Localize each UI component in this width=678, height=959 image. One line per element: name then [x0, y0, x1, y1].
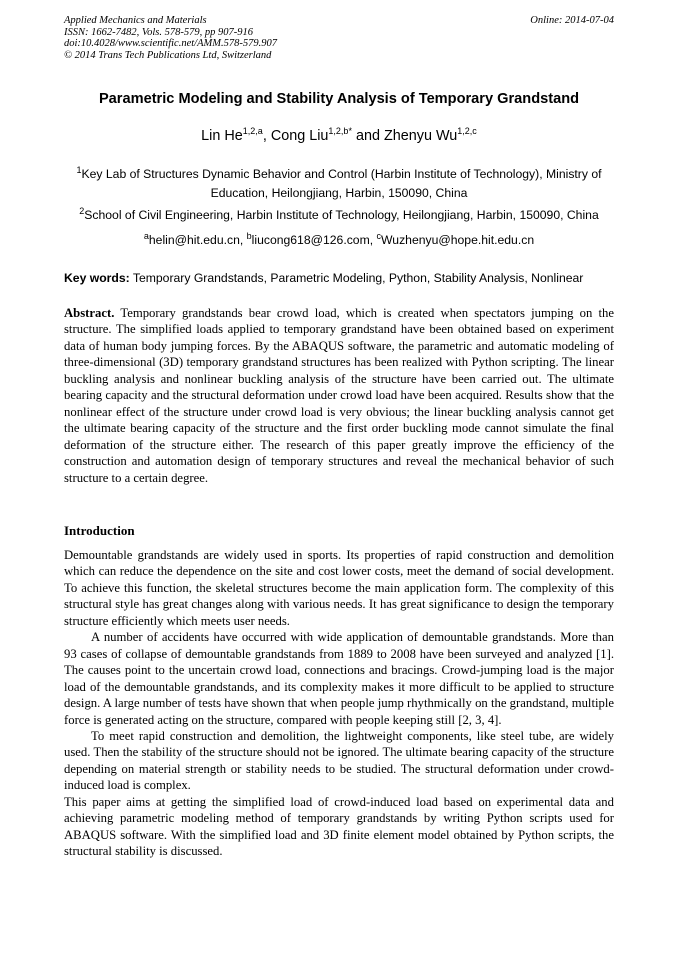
affiliation-number: 1	[76, 164, 82, 175]
author-affil-sup: 1,2,c	[457, 126, 477, 137]
issn-line: ISSN: 1662-7482, Vols. 578-579, pp 907-916	[64, 26, 253, 38]
paragraph: To meet rapid construction and demolition, the lightweight components, like steel tube, are widely used. Then the stability of the structure should not be ignored. The ultimate bearing capacity of the structure depending on material strength or stability needs to be studied. The structural deformation under crowd-induced load is complex.	[64, 728, 614, 793]
author-name: Cong Liu	[270, 128, 329, 144]
keywords-label: Key words:	[64, 271, 130, 285]
author-name: Lin He	[201, 128, 243, 144]
paragraph: This paper aims at getting the simplified load of crowd-induced load based on experimental data and achieving parametric modeling method of temporary grandstands by writing Python scripts used for ABAQUS software. With the simplified load and 3D finite element model obtained by Python scripts, the structural stability is discussed.	[64, 794, 614, 859]
keywords	[64, 271, 614, 285]
email-address: liucong618@126.com,	[251, 233, 377, 247]
email-list	[62, 231, 616, 250]
affiliation-number: 2	[79, 205, 85, 216]
abstract	[64, 305, 614, 486]
author-name: Zhenyu Wu	[383, 128, 458, 144]
abstract-text: Temporary grandstands bear crowd load, which is created when spectators jumping on the structure. The simplified loads applied to temporary grandstand have been obtained based on experiment data of human body jumping forces. By the ABAQUS software, the parametric and automatic modeling of three-dimensional (3D) temporary grandstand structures has been realized with Python scripting. The linear buckling analysis and nonlinear buckling analysis of the structure have been carried out. The ultimate bearing capacity and the structural deformation under crowd load have been acquired. Results show that the nonlinear effect of the structure under crowd load is very obvious; the linear buckling analysis cannot get the ultimate bearing capacity of the structure and the first order buckling mode cannot simulate the final deformation of the structure either. The research of this paper greatly improve the efficiency of the construction and automation design of temporary structures and reveal the mechanical behavior of such structure to a certain degree.	[64, 306, 614, 485]
email-address: helin@hit.edu.cn,	[148, 233, 247, 247]
author-affil-sup: 1,2,a	[242, 126, 263, 137]
paragraph: Demountable grandstands are widely used in sports. Its properties of rapid construction and demolition which can reduce the dependence on the site and cost lower costs, meet the demand of social development. To achieve this function, the skeletal structures become the main application form. The complexity of this structural style has great changes along with various needs. It has great significance to design the temporary structure efficiently which meets user needs.	[64, 548, 614, 628]
author-list	[40, 128, 638, 144]
author-separator: ,	[262, 128, 271, 144]
email-marker: c	[376, 230, 382, 241]
author-affil-sup: 1,2,b*	[328, 126, 352, 137]
online-date: Online: 2014-07-04	[530, 15, 614, 26]
email-marker: b	[246, 230, 252, 241]
introduction-body	[64, 547, 614, 860]
copyright-line: © 2014 Trans Tech Publications Ltd, Switzerland	[64, 49, 272, 61]
email-address: Wuzhenyu@hope.hit.edu.cn	[381, 233, 535, 247]
journal-header	[64, 15, 277, 61]
affiliation-1	[62, 165, 616, 203]
keywords-text: Temporary Grandstands, Parametric Modeling, Python, Stability Analysis, Nonlinear	[129, 271, 584, 285]
affiliation-text: Key Lab of Structures Dynamic Behavior and Control (Harbin Institute of Technology), Ministry of Education, Heilongjiang, Harbin, 150090, China	[81, 167, 602, 200]
affiliation-text: School of Civil Engineering, Harbin Institute of Technology, Heilongjiang, Harbin, 150090, China	[84, 208, 599, 222]
section-heading-introduction: Introduction	[64, 523, 135, 538]
author-separator: and	[351, 128, 384, 144]
journal-name: Applied Mechanics and Materials	[64, 15, 207, 26]
paper-title: Parametric Modeling and Stability Analysis of Temporary Grandstand	[98, 91, 580, 107]
affiliation-2	[62, 206, 616, 225]
doi-line: doi:10.4028/www.scientific.net/AMM.578-579.907	[64, 38, 277, 49]
abstract-label: Abstract.	[64, 306, 115, 320]
email-marker: a	[143, 230, 149, 241]
paragraph: A number of accidents have occurred with wide application of demountable grandstands. More than 93 cases of collapse of demountable grandstands from 1889 to 2008 have been surveyed and analyzed [1]. The causes point to the uncertain crowd load, connections and bracings. Crowd-jumping load is the major load of the demountable grandstands, and its complexity makes it more difficult to be applied to structure design. A large number of tests have shown that when people jump rhythmically on the grandstand, multiple force is generated acting on the structure, compared with people keeping still [2, 3, 4].	[64, 630, 614, 727]
